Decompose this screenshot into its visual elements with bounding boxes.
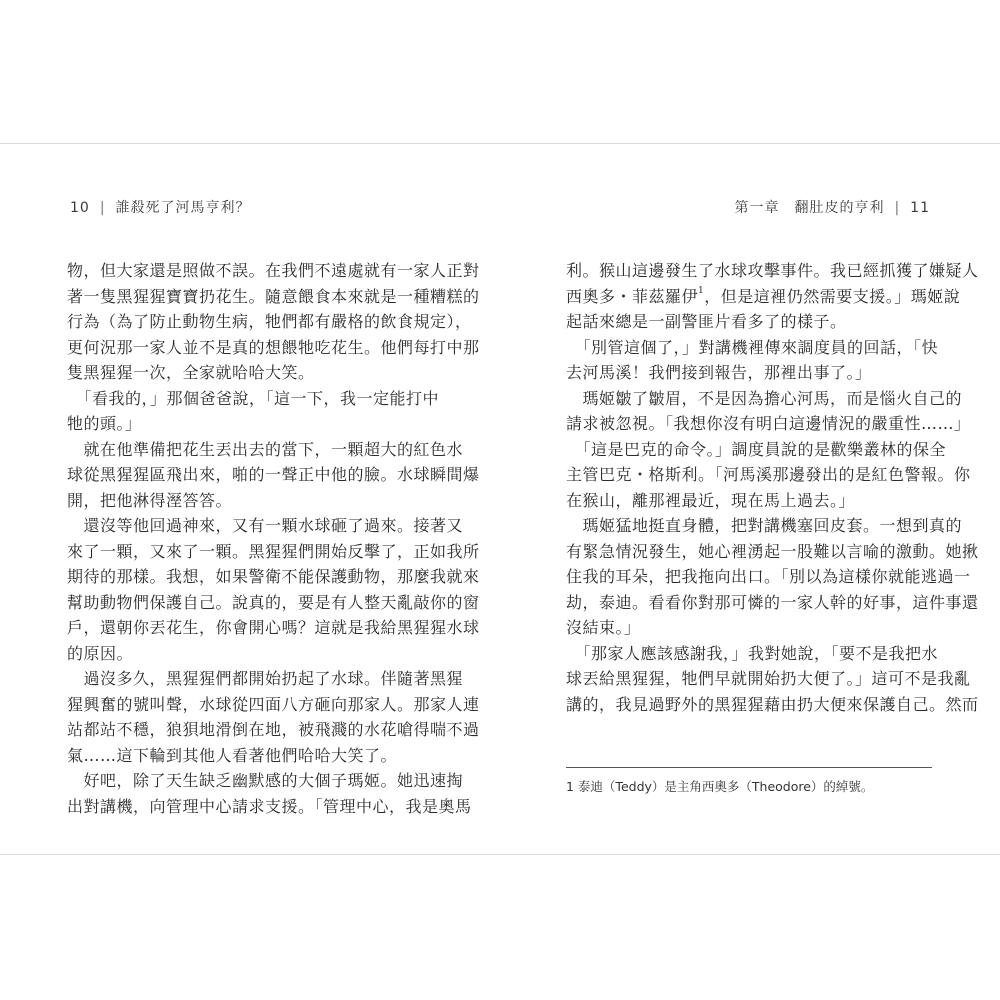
text-line: 牠的頭。」 [67,414,142,433]
right-page-body [566,258,979,717]
text-line: 「那家人應該感謝我，」我對她說，「要不是我把水 [566,643,939,663]
text-line: 有緊急情況發生，她心裡湧起一股難以言喻的激動。她揪 [566,541,979,561]
text-line: 行為（為了防止動物生病，牠們都有嚴格的飲食規定）， [67,312,472,331]
text-line: 主管巴克・格斯利。「河馬溪那邊發出的是紅色警報。你 [566,465,971,484]
footnote-marker: 1 [698,285,705,296]
text-line: 瑪姬皺了皺眉，不是因為擔心河馬，而是惱火自己的 [566,388,963,408]
text-line: 還沒等他回過神來，又有一顆水球砸了過來。接著又 [67,516,464,535]
chapter-title: 第一章 翻肚皮的亨利 [734,200,885,216]
text-line: 在猴山，離那裡最近，現在馬上過去。」 [566,490,856,510]
left-page-body [67,258,480,819]
text-line: 戶，還朝你丟花生，你會開心嗎？這就是我給黑猩猩水球 [67,618,480,637]
right-header-separator: | [894,200,901,216]
text-line: 利。猴山這邊發生了水球攻擊事件。我已經抓獲了嫌疑人 [566,261,979,280]
text-line: 球從黑猩猩區飛出來，啪的一聲正中他的臉。水球瞬間爆 [67,465,480,484]
text-line: 就在他準備把花生丟出去的當下，一顆超大的紅色水 [67,439,464,459]
text-line: 球丟給黑猩猩，牠們早就開始扔大便了。」這可不是我亂 [566,669,971,688]
book-title: 誰殺死了河馬亨利？ [115,200,251,216]
text-line: 沒結束。」 [566,618,641,637]
text-line: 更何況那一家人並不是真的想餵牠吃花生。他們每打中那 [67,337,480,357]
right-page-number: 11 [910,200,930,216]
text-line: 好吧，除了天生缺乏幽默感的大個子瑪姬。她迅速掏 [67,771,464,790]
text-line: 猩興奮的號叫聲，水球從四面八方砸向那家人。那家人連 [67,694,480,714]
text-line: 「別管這個了，」對講機裡傳來調度員的回話，「快 [566,337,939,357]
footnote: 1 泰迪（Teddy）是主角西奧多（Theodore）的綽號。 [566,779,874,794]
text-line: 隻黑猩猩一次，全家就哈哈大笑。 [67,363,315,382]
text-line: 期待的那樣。我想，如果警衛不能保護動物，那麼我就來 [67,567,480,586]
left-page-number: 10 [70,200,90,216]
text-line: 著一隻黑猩猩寶寶扔花生。隨意餵食本來就是一種糟糕的 [67,286,480,306]
text-line: 劫，泰迪。看看你對那可憐的一家人幹的好事，這件事還 [566,592,979,612]
right-running-header [734,197,930,217]
text-line: 物，但大家還是照做不誤。在我們不遠處就有一家人正對 [67,261,480,280]
text-line: 「看我的，」那個爸爸說，「這一下，我一定能打中 [67,388,440,408]
text-line: 請求被忽視。「我想你沒有明白這邊情況的嚴重性……」 [566,414,971,433]
text-line: 「這是巴克的命令。」調度員說的是歡樂叢林的保全 [566,439,947,459]
text-line: 氣……這下輪到其他人看著他們哈哈大笑了。 [67,745,398,765]
text-line: 幫助動物們保護自己。說真的，要是有人整天亂敲你的窗 [67,592,480,612]
text-line: 開，把他淋得溼答答。 [67,490,233,510]
text-line: 站都站不穩，狼狽地滑倒在地，被飛濺的水花嗆得喘不過 [67,720,480,739]
text-line: 出對講機，向管理中心請求支援。「管理中心，我是奧馬 [67,796,472,816]
line-tail: ，但是這裡仍然需要支援。」瑪姬說 [704,286,961,306]
text-line: 講的，我見過野外的黑猩猩藉由扔大便來保護自己。然而 [566,694,979,714]
text-line: 過沒多久，黑猩猩們都開始扔起了水球。伴隨著黑猩 [67,669,464,688]
left-header-separator: | [99,200,106,216]
text-line: 住我的耳朵，把我拖向出口。「別以為這樣你就能逃過一 [566,567,971,586]
left-running-header [70,197,251,217]
text-line: 的原因。 [67,643,134,663]
text-line: 瑪姬猛地挺直身體，把對講機塞回皮套。一想到真的 [566,516,963,535]
text-line: 去河馬溪！我們接到報告，那裡出事了。」 [566,363,872,382]
line-head: 西奧多・菲茲羅伊 [566,286,699,306]
text-line: 來了一顆，又來了一顆。黑猩猩們開始反擊了，正如我所 [67,541,480,561]
text-line: 起話來總是一副警匪片看多了的樣子。 [566,312,847,331]
footnote-divider [566,767,932,768]
text-line-with-footnote-ref [566,284,961,310]
